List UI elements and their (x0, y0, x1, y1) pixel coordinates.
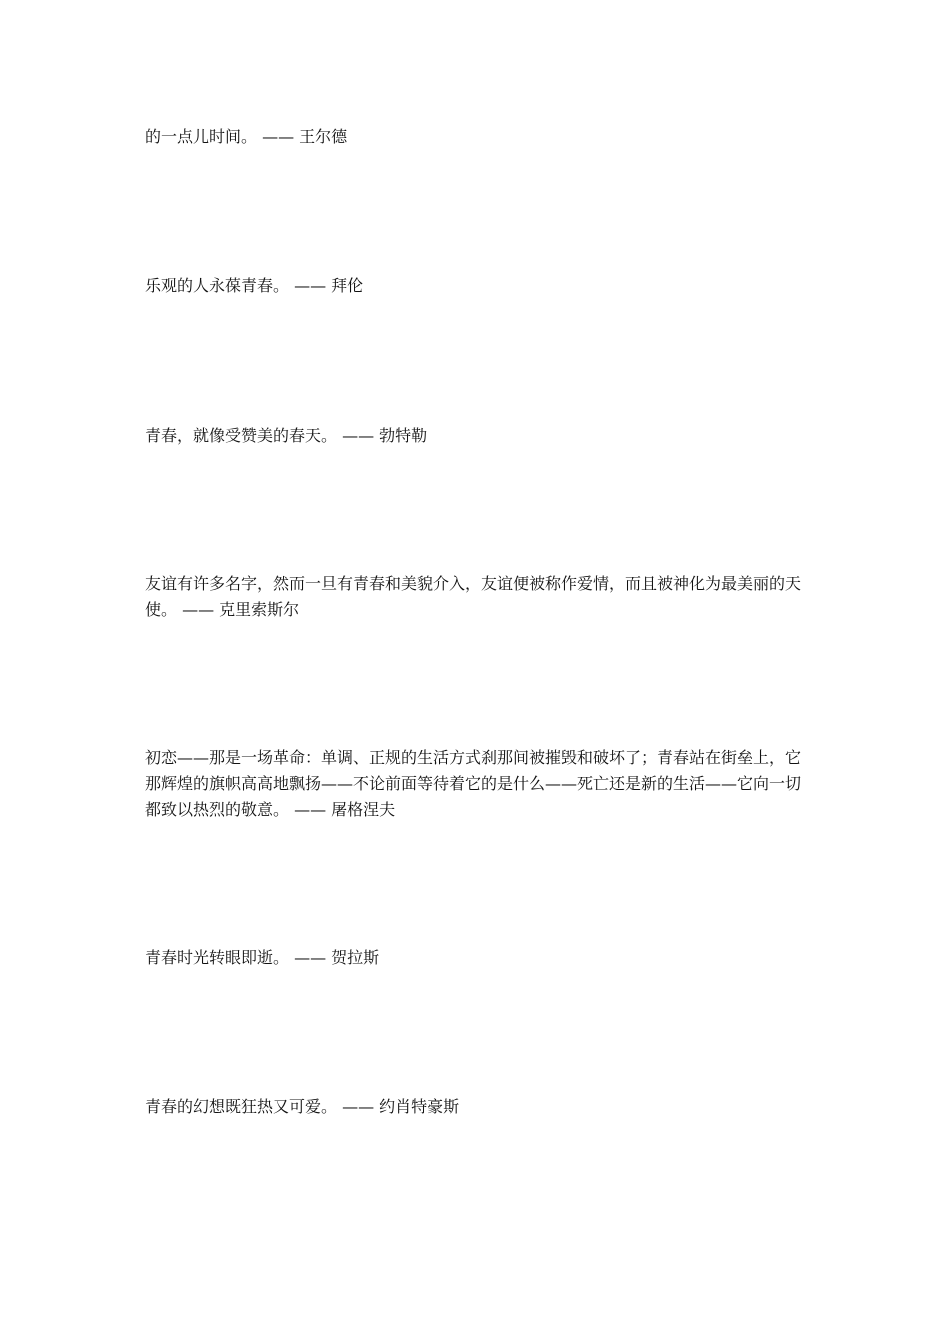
quote-paragraph: 乐观的人永葆青春。 —— 拜伦 (145, 276, 364, 295)
quote-paragraph: 青春时光转眼即逝。 —— 贺拉斯 (145, 948, 380, 967)
quote-paragraph: 友谊有许多名字，然而一旦有青春和美貌介入，友谊便被称作爱情，而且被神化为最美丽的天使。 —— 克里索斯尔 (145, 574, 802, 619)
quote-paragraph: 的一点儿时间。 —— 王尔德 (145, 127, 348, 146)
quote-paragraph: 青春，就像受赞美的春天。 —— 勃特勒 (145, 426, 428, 445)
quote-paragraph: 初恋——那是一场革命：单调、正规的生活方式刹那间被摧毁和破坏了；青春站在街垒上，它那辉煌的旗帜高高地飘扬——不论前面等待着它的是什么——死亡还是新的生活——它向一切都致以热烈的敬意。 —— 屠格涅夫 (145, 748, 802, 819)
quote-paragraph: 青春的幻想既狂热又可爱。 —— 约肖特豪斯 (145, 1097, 460, 1116)
